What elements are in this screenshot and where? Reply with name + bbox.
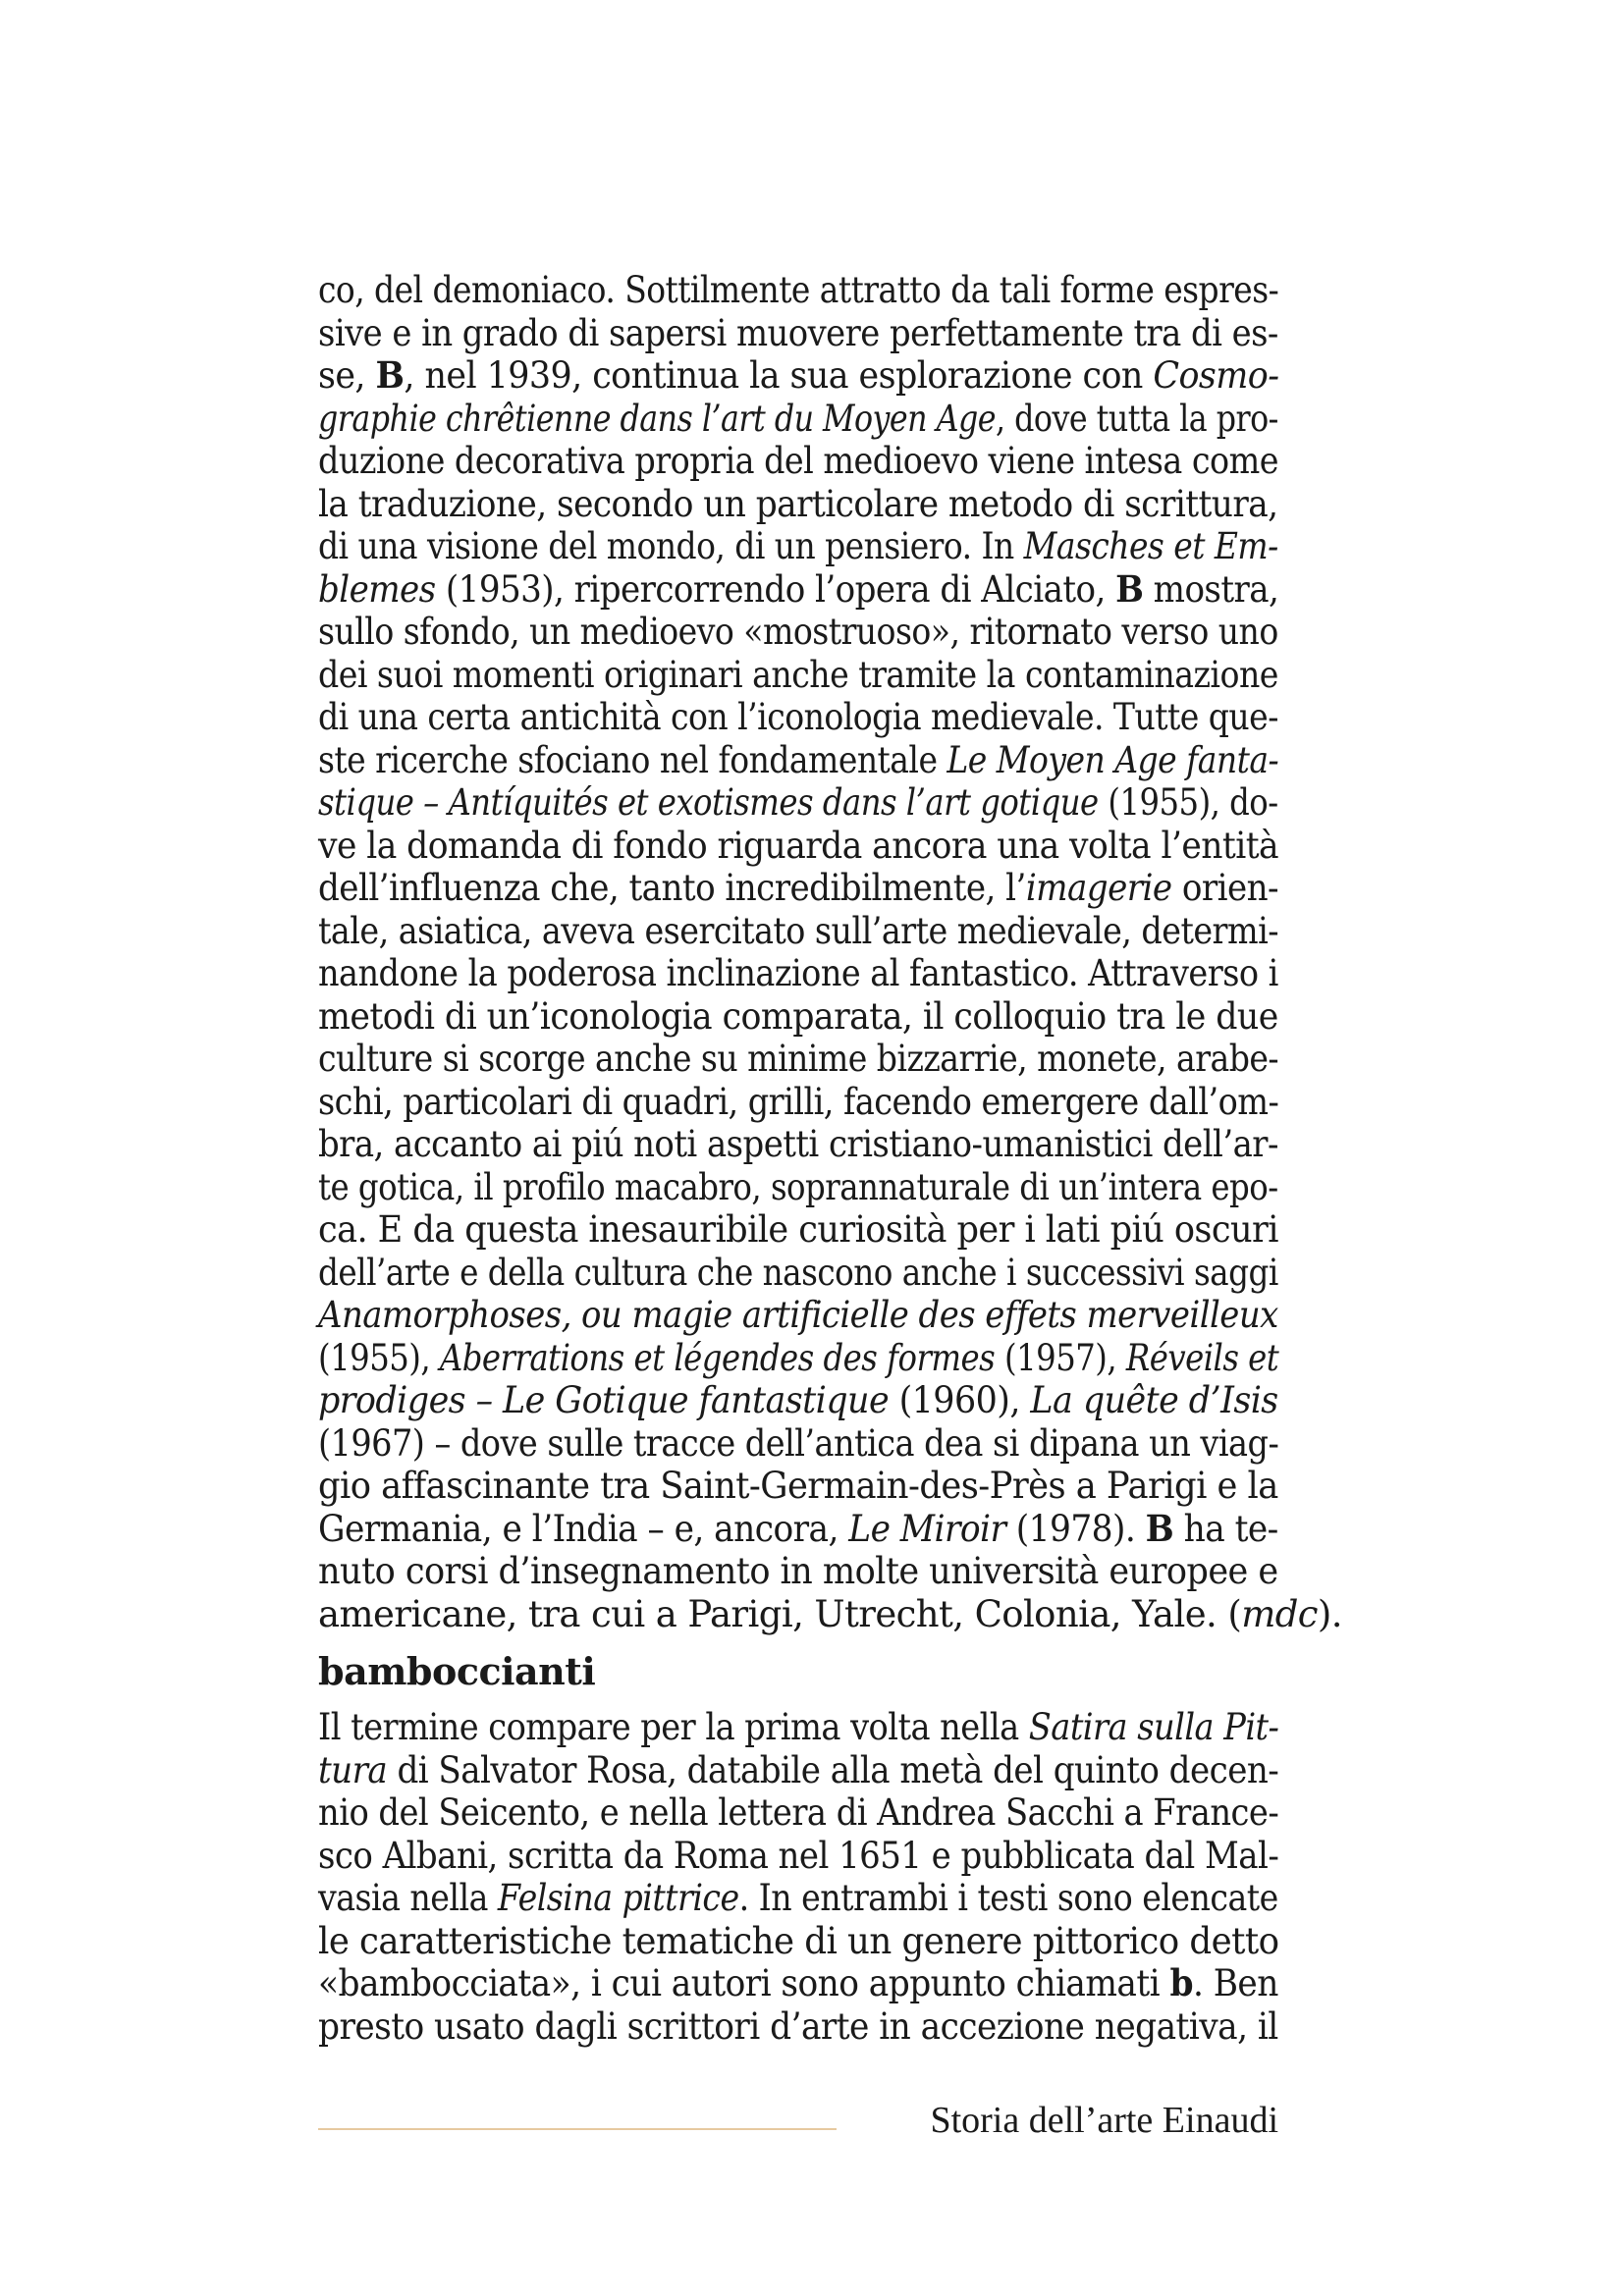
text-run: co, del demoniaco. Sottilmente attratto da tali forme espres-: [318, 269, 1279, 311]
text-line: [318, 1080, 1279, 1124]
text-line: [318, 781, 1278, 825]
italic-text: Felsina pittrice: [497, 1877, 739, 1919]
text-line: [318, 1961, 1278, 2005]
italic-text: tura: [318, 1748, 388, 1791]
text-run: ve la domanda di fondo riguarda ancora una volta l’entità: [318, 824, 1279, 867]
text-line: [318, 952, 1278, 995]
text-run: nuto corsi d’insegnamento in molte università europee e: [318, 1550, 1278, 1592]
text-run: (1978).: [1005, 1507, 1146, 1550]
text-line: [318, 1791, 1279, 1835]
text-run: sullo sfondo, un medioevo «mostruoso», ritornato verso uno: [318, 611, 1278, 653]
text-line: [318, 1251, 1278, 1295]
italic-text: Cosmo-: [1153, 354, 1279, 397]
article-body-bamboccianti: [318, 1706, 1278, 2048]
text-line: [318, 525, 1278, 568]
text-line: [318, 653, 1278, 697]
text-line: [318, 1877, 1278, 1920]
text-line: [318, 1592, 1342, 1636]
text-run: nio del Seicento, e nella lettera di Andrea Sacchi a France-: [318, 1791, 1279, 1834]
text-line: [318, 1165, 1278, 1209]
text-run: «bambocciata», i cui autori sono appunto chiamati: [318, 1962, 1170, 2004]
text-run: sive e in grado di sapersi muovere perfettamente tra di es-: [318, 311, 1278, 354]
text-line: [318, 611, 1278, 654]
text-run: , nel 1939, continua la sua esplorazione con: [404, 354, 1154, 397]
text-line: [318, 1506, 1278, 1551]
text-run: dell’arte e della cultura che nascono anche i successivi saggi: [318, 1251, 1278, 1294]
text-line: [318, 1421, 1279, 1466]
text-run: ste ricerche sfociano nel fondamentale: [318, 738, 947, 781]
text-run: sco Albani, scritta da Roma nel 1651 e pubblicata dal Mal-: [318, 1834, 1279, 1877]
text-line: [318, 696, 1278, 739]
italic-text: imagerie: [1025, 867, 1172, 909]
text-run: (1957),: [995, 1336, 1126, 1379]
text-run: tale, asiatica, aveva esercitato sull’arte medievale, determi-: [318, 909, 1278, 952]
text-line: [318, 994, 1278, 1039]
text-run: di una visione del mondo, di un pensiero. In: [318, 525, 1024, 567]
text-line: [318, 1208, 1278, 1252]
text-line: [318, 867, 1279, 910]
text-run: (1955), do-: [1098, 781, 1278, 824]
text-line: [318, 311, 1278, 355]
footer-publication-title: Storia dell’arte Einaudi: [930, 2100, 1278, 2141]
italic-text: Réveils et: [1125, 1336, 1279, 1379]
text-line: [318, 1123, 1278, 1166]
text-run: se,: [318, 354, 376, 397]
text-line: [318, 397, 1278, 441]
italic-text: mdc: [1241, 1592, 1318, 1635]
text-line: [318, 2004, 1278, 2049]
text-line: [318, 1748, 1279, 1792]
text-line: [318, 269, 1279, 312]
text-run: le caratteristiche tematiche di un genere pittorico detto: [318, 1919, 1279, 1962]
italic-text: Le Moyen Age fanta-: [947, 738, 1279, 781]
bold-text: B: [1115, 566, 1144, 611]
text-run: (1953), ripercorrendo l’opera di Alciato,: [435, 567, 1116, 611]
text-run: duzione decorativa propria del medioevo viene intesa come: [318, 440, 1278, 482]
text-run: (1960),: [889, 1379, 1031, 1421]
text-line: [318, 482, 1278, 526]
text-line: [318, 1706, 1279, 1749]
text-line: [318, 1294, 1278, 1337]
text-line: [318, 1336, 1279, 1380]
footer-divider: [318, 2128, 837, 2130]
italic-text: La quête d’Isis: [1030, 1379, 1278, 1421]
entry-heading-bamboccianti: bamboccianti: [318, 1649, 596, 1693]
italic-text: blemes: [318, 567, 436, 611]
italic-text: graphie chrêtienne dans l’art du Moyen Age: [318, 397, 997, 440]
text-run: la traduzione, secondo un particolare metodo di scrittura,: [318, 482, 1278, 525]
text-line: [318, 1919, 1279, 1963]
text-run: dei suoi momenti originari anche tramite la contaminazione: [318, 653, 1278, 696]
bold-text: b: [1169, 1961, 1193, 2004]
text-run: vasia nella: [318, 1877, 498, 1919]
text-run: di una certa antichità con l’iconologia medievale. Tutte que-: [318, 696, 1278, 738]
text-run: ha te-: [1173, 1507, 1278, 1550]
text-line: [318, 738, 1279, 782]
text-line: [318, 440, 1278, 483]
bold-text: B: [1145, 1506, 1174, 1550]
italic-text: Le Miroir: [848, 1507, 1006, 1550]
italic-text: Anamorphoses, ou magie artificielle des effets merveilleux: [318, 1294, 1278, 1336]
text-run: te gotica, il profilo macabro, soprannaturale di un’intera epo-: [318, 1165, 1278, 1208]
text-run: schi, particolari di quadri, grilli, facendo emergere dall’om-: [318, 1080, 1279, 1123]
text-run: nandone la poderosa inclinazione al fantastico. Attraverso i: [318, 952, 1278, 994]
text-run: , dove tutta la pro-: [996, 397, 1278, 440]
text-run: metodi di un’iconologia comparata, il colloquio tra le due: [318, 994, 1278, 1038]
text-run: bra, accanto ai piú noti aspetti cristiano-umanistici dell’ar-: [318, 1123, 1278, 1165]
text-run: . In entrambi i testi sono elencate: [738, 1877, 1278, 1919]
text-line: [318, 353, 1279, 398]
text-run: (1967) – dove sulle tracce dell’antica dea si dipana un viag-: [318, 1421, 1279, 1465]
text-line: [318, 1379, 1278, 1422]
italic-text: Aberrations et légendes des formes: [439, 1336, 996, 1379]
text-run: presto usato dagli scrittori d’arte in accezione negativa, il: [318, 2004, 1278, 2048]
text-run: ).: [1317, 1592, 1342, 1635]
text-run: dell’influenza che, tanto incredibilmente, l’: [318, 867, 1026, 909]
text-run: di Salvator Rosa, databile alla metà del quinto decen-: [387, 1748, 1279, 1791]
text-run: gio affascinante tra Saint-Germain-des-Près a Parigi e la: [318, 1465, 1278, 1507]
italic-text: Satira sulla Pit-: [1028, 1706, 1279, 1748]
text-line: [318, 909, 1278, 953]
text-run: americane, tra cui a Parigi, Utrecht, Colonia, Yale. (: [318, 1592, 1242, 1635]
text-line: [318, 1550, 1278, 1593]
text-line: [318, 1465, 1278, 1508]
text-line: [318, 566, 1279, 612]
italic-text: stique – Antíquités et exotismes dans l’art gotique: [318, 781, 1099, 824]
text-line: [318, 1834, 1279, 1878]
text-run: . Ben: [1192, 1962, 1278, 2004]
bold-text: B: [375, 353, 405, 397]
text-run: culture si scorge anche su minime bizzarrie, monete, arabe-: [318, 1038, 1279, 1080]
text-run: Germania, e l’India – e, ancora,: [318, 1507, 849, 1550]
text-run: (1955),: [318, 1336, 440, 1379]
text-run: ca. E da questa inesauribile curiosità per i lati piú oscuri: [318, 1208, 1278, 1251]
text-line: [318, 1038, 1279, 1081]
article-body-continued: [318, 269, 1342, 1635]
text-run: mostra,: [1143, 567, 1279, 611]
text-run: orien-: [1171, 867, 1279, 909]
italic-text: Masches et Em-: [1023, 525, 1278, 567]
text-line: [318, 824, 1279, 868]
text-run: Il termine compare per la prima volta nella: [318, 1706, 1029, 1748]
italic-text: prodiges – Le Gotique fantastique: [318, 1379, 890, 1421]
